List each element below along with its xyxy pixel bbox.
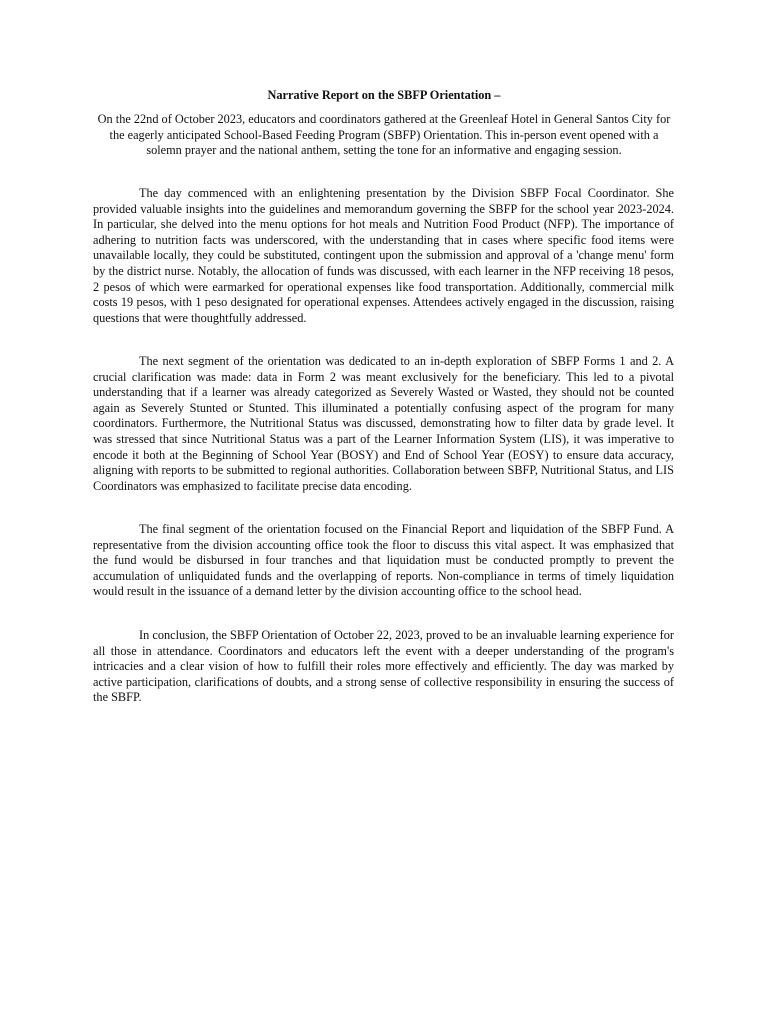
body-paragraph-conclusion: In conclusion, the SBFP Orientation of October 22, 2023, proved to be an invaluable learning experience for all those in attendance. Coordinators and educators left the event with a deeper understanding of the program's intricacies and a clear vision of how to fulfill their roles more effectively and efficiently. The day was marked by active participation, clarifications of doubts, and a strong sense of collective responsibility in ensuring the success of the SBFP. xyxy=(93,628,674,705)
body-paragraph-financial: The final segment of the orientation focused on the Financial Report and liquidation of the SBFP Fund. A representative from the division accounting office took the floor to discuss this vital aspect. It was emphasized that the fund would be disbursed in four tranches and that liquidation must be conducted promptly to prevent the accumulation of unliquidated funds and the overlapping of reports. Non-compliance in terms of timely liquidation would result in the issuance of a demand letter by the division accounting office to the school head. xyxy=(93,522,674,599)
body-paragraph-presentation: The day commenced with an enlightening presentation by the Division SBFP Focal Coordinator. She provided valuable insights into the guidelines and memorandum governing the SBFP for the school year 2023-2024. In particular, she delved into the menu options for hot meals and Nutrition Food Product (NFP). The importance of adhering to nutrition facts was underscored, with the understanding that in cases where specific food items were unavailable locally, they could be substituted, contingent upon the submission and approval of a 'change menu' form by the district nurse. Notably, the allocation of funds was discussed, with each learner in the NFP receiving 18 pesos, 2 pesos of which were earmarked for operational expenses like food transportation. Additionally, commercial milk costs 19 pesos, with 1 peso designated for operational expenses. Attendees actively engaged in the discussion, raising questions that were thoughtfully addressed. xyxy=(93,186,674,325)
body-paragraph-forms: The next segment of the orientation was dedicated to an in-depth exploration of SBFP Forms 1 and 2. A crucial clarification was made: data in Form 2 was meant exclusively for the beneficiary. This led to a pivotal understanding that if a learner was already categorized as Severely Wasted or Wasted, they should not be counted again as Severely Stunted or Stunted. This illuminated a potentially confusing aspect of the program for many coordinators. Furthermore, the Nutritional Status was discussed, demonstrating how to filter data by grade level. It was stressed that since Nutritional Status was a part of the Learner Information System (LIS), it was imperative to encode it both at the Beginning of School Year (BOSY) and End of School Year (EOSY) to ensure data accuracy, aligning with reports to be submitted to regional authorities. Collaboration between SBFP, Nutritional Status, and LIS Coordinators was emphasized to facilitate precise data encoding. xyxy=(93,354,674,493)
intro-paragraph: On the 22nd of October 2023, educators and coordinators gathered at the Greenleaf Hotel in General Santos City for the eagerly anticipated School-Based Feeding Program (SBFP) Orientation. This in-person event opened with a solemn prayer and the national anthem, setting the tone for an informative and engaging session. xyxy=(97,112,671,158)
report-title: Narrative Report on the SBFP Orientation – xyxy=(267,88,501,102)
